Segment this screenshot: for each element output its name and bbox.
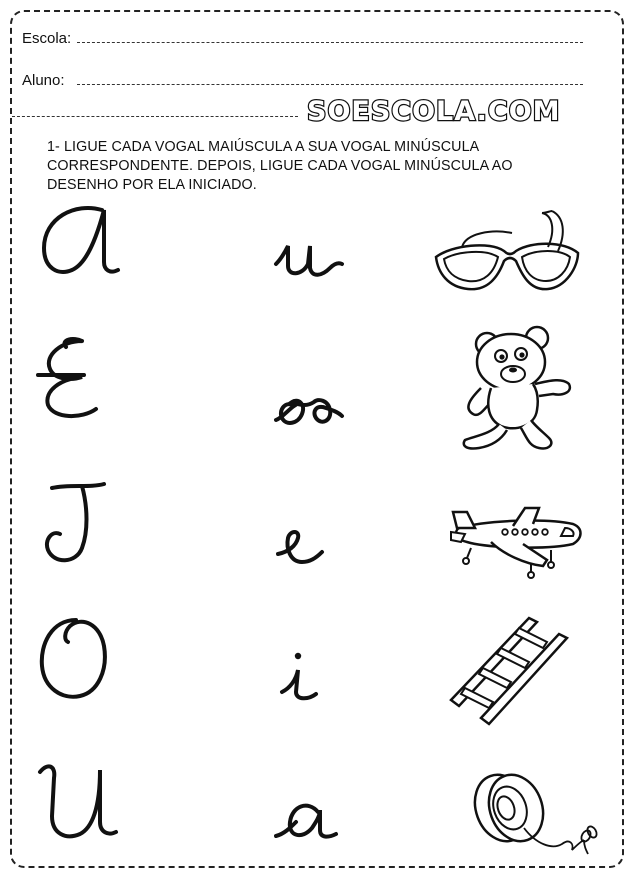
- site-logo: [305, 95, 615, 125]
- logo-text: SOESCOLA.COM: [307, 96, 561, 125]
- student-label: Aluno:: [22, 72, 65, 89]
- school-input-line[interactable]: [77, 42, 583, 43]
- header-divider: [12, 116, 298, 117]
- airplane-icon: [447, 502, 587, 582]
- cursive-lowercase-o: [268, 380, 348, 430]
- sunglasses-icon: [432, 207, 582, 297]
- cursive-lowercase-u: [268, 234, 348, 284]
- cursive-uppercase-a: [30, 200, 130, 290]
- cursive-lowercase-i: [268, 648, 348, 708]
- cursive-uppercase-i: [30, 478, 130, 568]
- instruction-line-2: CORRESPONDENTE. DEPOIS, LIGUE CADA VOGAL MINÚSCULA AO: [47, 158, 513, 174]
- instructions: [47, 138, 607, 195]
- cursive-lowercase-e: [268, 520, 348, 570]
- student-input-line[interactable]: [77, 84, 583, 85]
- school-field[interactable]: [22, 30, 583, 47]
- instruction-line-3: DESENHO POR ELA INICIADO.: [47, 177, 257, 193]
- cursive-lowercase-a: [268, 792, 358, 847]
- cursive-uppercase-o: [30, 612, 130, 707]
- cursive-uppercase-e: [30, 335, 130, 425]
- school-label: Escola:: [22, 30, 72, 47]
- instruction-line-1: 1- LIGUE CADA VOGAL MAIÚSCULA A SUA VOGAL MINÚSCULA: [47, 139, 480, 155]
- teddy-bear-icon: [455, 322, 580, 457]
- cursive-uppercase-u: [30, 758, 130, 848]
- yoyo-icon: [462, 768, 607, 863]
- student-field[interactable]: [22, 72, 583, 89]
- ladder-icon: [447, 612, 577, 727]
